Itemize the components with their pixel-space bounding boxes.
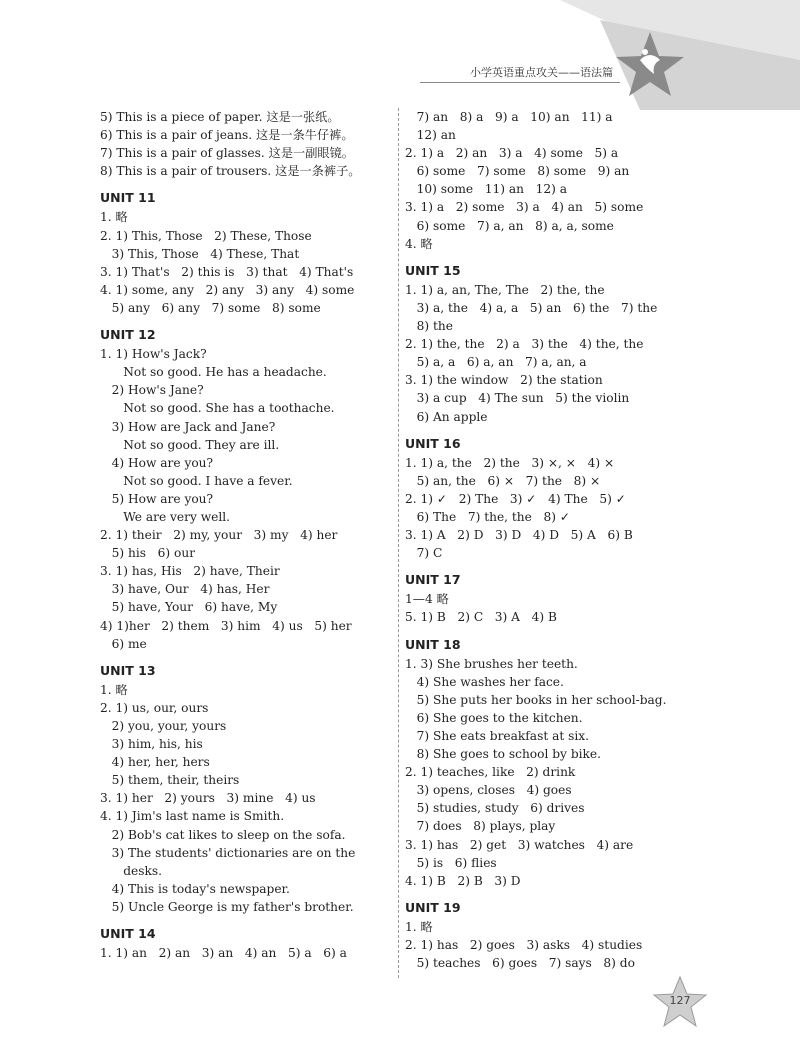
- answer-line: 5) How are you?: [100, 491, 214, 506]
- answer-line: 1. 1) a, the 2) the 3) ×, × 4) ×: [405, 455, 615, 470]
- header-decoration: [0, 0, 800, 110]
- answer-line: 3) him, his, his: [100, 737, 203, 752]
- answer-line: 3. 1) That's 2) this is 3) that 4) That's: [100, 264, 354, 279]
- answer-line: 2. 1) the, the 2) a 3) the 4) the, the: [405, 337, 644, 352]
- answer-line: 4. 1) B 2) B 3) D: [405, 873, 521, 888]
- answer-line: 3) a cup 4) The sun 5) the violin: [405, 391, 630, 406]
- answer-line: 2. 1) their 2) my, your 3) my 4) her: [100, 528, 338, 543]
- answer-line: 1. 1) a, an, The, The 2) the, the: [405, 282, 605, 297]
- answer-line: 4) This is today's newspaper.: [100, 881, 290, 896]
- answer-line: 4. 1) some, any 2) any 3) any 4) some: [100, 282, 355, 297]
- answer-line: We are very well.: [100, 509, 231, 524]
- answer-line: 7) does 8) plays, play: [405, 819, 556, 834]
- answer-line: 3) opens, closes 4) goes: [405, 783, 572, 798]
- answer-line: 1. 略: [100, 682, 128, 697]
- answer-line: 3) a, the 4) a, a 5) an 6) the 7) the: [405, 300, 658, 315]
- answer-line: Not so good. I have a fever.: [100, 473, 293, 488]
- unit-heading: UNIT 14: [100, 926, 156, 942]
- answer-line: 7) C: [405, 546, 443, 561]
- unit-heading: UNIT 12: [100, 327, 156, 343]
- answer-line: 5) any 6) any 7) some 8) some: [100, 300, 321, 315]
- answer-line: 3. 1) A 2) D 3) D 4) D 5) A 6) B: [405, 528, 633, 543]
- unit-heading: UNIT 16: [405, 435, 461, 451]
- answer-line: 3) How are Jack and Jane?: [100, 419, 276, 434]
- unit-heading: UNIT 18: [405, 636, 461, 652]
- answer-line: 5. 1) B 2) C 3) A 4) B: [405, 610, 557, 625]
- answer-line: 3. 1) a 2) some 3) a 4) an 5) some: [405, 200, 644, 215]
- answer-line: 5) an, the 6) × 7) the 8) ×: [405, 473, 601, 488]
- answer-line: Not so good. They are ill.: [100, 437, 280, 452]
- answer-line: 6) This is a pair of jeans. 这是一条牛仔裤。: [100, 128, 354, 143]
- answer-column-right: [405, 108, 705, 972]
- answer-line: Not so good. He has a headache.: [100, 365, 327, 380]
- answer-line: 1. 1) an 2) an 3) an 4) an 5) a 6) a: [100, 946, 347, 961]
- answer-line: 3. 1) the window 2) the station: [405, 373, 603, 388]
- unit-heading: UNIT 15: [405, 262, 461, 278]
- answer-line: 8) She goes to school by bike.: [405, 747, 601, 762]
- answer-line: 7) She eats breakfast at six.: [405, 729, 590, 743]
- answer-line: 12) an: [405, 128, 456, 143]
- answer-line: desks.: [100, 863, 163, 878]
- answer-line: 2) you, your, yours: [100, 719, 227, 733]
- answer-line: 8) This is a pair of trousers. 这是一条裤子。: [100, 164, 361, 179]
- answer-line: 5) She puts her books in her school-bag.: [405, 692, 667, 707]
- answer-line: 1. 3) She brushes her teeth.: [405, 656, 578, 671]
- answer-line: 2. 1) teaches, like 2) drink: [405, 765, 576, 780]
- answer-line: 1—4 略: [405, 592, 449, 607]
- answer-line: 5) a, a 6) a, an 7) a, an, a: [405, 355, 587, 370]
- column-divider: [398, 108, 399, 978]
- answer-line: 3. 1) has, His 2) have, Their: [100, 564, 280, 579]
- answer-line: 4. 1) Jim's last name is Smith.: [100, 809, 285, 824]
- unit-heading: UNIT 19: [405, 899, 461, 915]
- unit-heading: UNIT 11: [100, 190, 156, 206]
- answer-line: 4) She washes her face.: [405, 674, 564, 689]
- answer-line: 3. 1) her 2) yours 3) mine 4) us: [100, 791, 316, 806]
- answer-line: 6) An apple: [405, 409, 488, 424]
- answer-line: 5) studies, study 6) drives: [405, 801, 585, 816]
- answer-line: 6) me: [100, 636, 147, 651]
- answer-line: 1. 略: [405, 919, 433, 934]
- header-rule: [420, 82, 620, 83]
- page-number: 127: [669, 994, 691, 1007]
- answer-line: 8) the: [405, 319, 453, 334]
- answer-line: 2) Bob's cat likes to sleep on the sofa.: [100, 827, 346, 842]
- answer-line: 5) them, their, theirs: [100, 773, 240, 788]
- answer-line: 3) have, Our 4) has, Her: [100, 582, 270, 597]
- answer-line: 4. 略: [405, 236, 433, 251]
- answer-line: 2. 1) This, Those 2) These, Those: [100, 228, 312, 243]
- answer-line: 6) some 7) a, an 8) a, a, some: [405, 218, 614, 233]
- answer-line: 6) She goes to the kitchen.: [405, 710, 583, 725]
- answer-line: 2. 1) a 2) an 3) a 4) some 5) a: [405, 146, 619, 161]
- answer-line: 5) is 6) flies: [405, 855, 497, 870]
- answer-line: 2. 1) has 2) goes 3) asks 4) studies: [405, 938, 643, 953]
- answer-line: 2. 1) ✓ 2) The 3) ✓ 4) The 5) ✓: [405, 491, 626, 506]
- answer-line: 2) How's Jane?: [100, 383, 204, 398]
- answer-line: 4) 1)her 2) them 3) him 4) us 5) her: [100, 618, 352, 633]
- answer-line: 4) her, her, hers: [100, 755, 210, 770]
- page-header: [0, 0, 800, 110]
- answer-line: 7) an 8) a 9) a 10) an 11) a: [405, 110, 613, 124]
- unit-heading: UNIT 13: [100, 662, 156, 678]
- answer-line: 6) some 7) some 8) some 9) an: [405, 164, 630, 179]
- answer-line: 2. 1) us, our, ours: [100, 700, 209, 715]
- answer-line: 10) some 11) an 12) a: [405, 182, 568, 197]
- answer-line: 5) his 6) our: [100, 546, 196, 561]
- answer-column-left: [100, 108, 400, 962]
- book-title: 小学英语重点攻关——语法篇: [470, 66, 613, 79]
- answer-line: 5) have, Your 6) have, My: [100, 600, 278, 615]
- answer-line: 1. 1) How's Jack?: [100, 347, 207, 362]
- answer-line: 3. 1) has 2) get 3) watches 4) are: [405, 837, 634, 852]
- answer-line: 5) This is a piece of paper. 这是一张纸。: [100, 110, 340, 124]
- answer-line: 1. 略: [100, 210, 128, 225]
- answer-line: 7) This is a pair of glasses. 这是一副眼镜。: [100, 146, 354, 161]
- answer-line: 3) This, Those 4) These, That: [100, 246, 300, 261]
- answer-line: 5) Uncle George is my father's brother.: [100, 899, 354, 914]
- answer-line: Not so good. She has a toothache.: [100, 401, 335, 416]
- answer-line: 3) The students' dictionaries are on the: [100, 845, 356, 860]
- answer-line: 4) How are you?: [100, 455, 214, 470]
- answer-line: 5) teaches 6) goes 7) says 8) do: [405, 956, 635, 971]
- answer-line: 6) The 7) the, the 8) ✓: [405, 509, 571, 524]
- unit-heading: UNIT 17: [405, 572, 461, 588]
